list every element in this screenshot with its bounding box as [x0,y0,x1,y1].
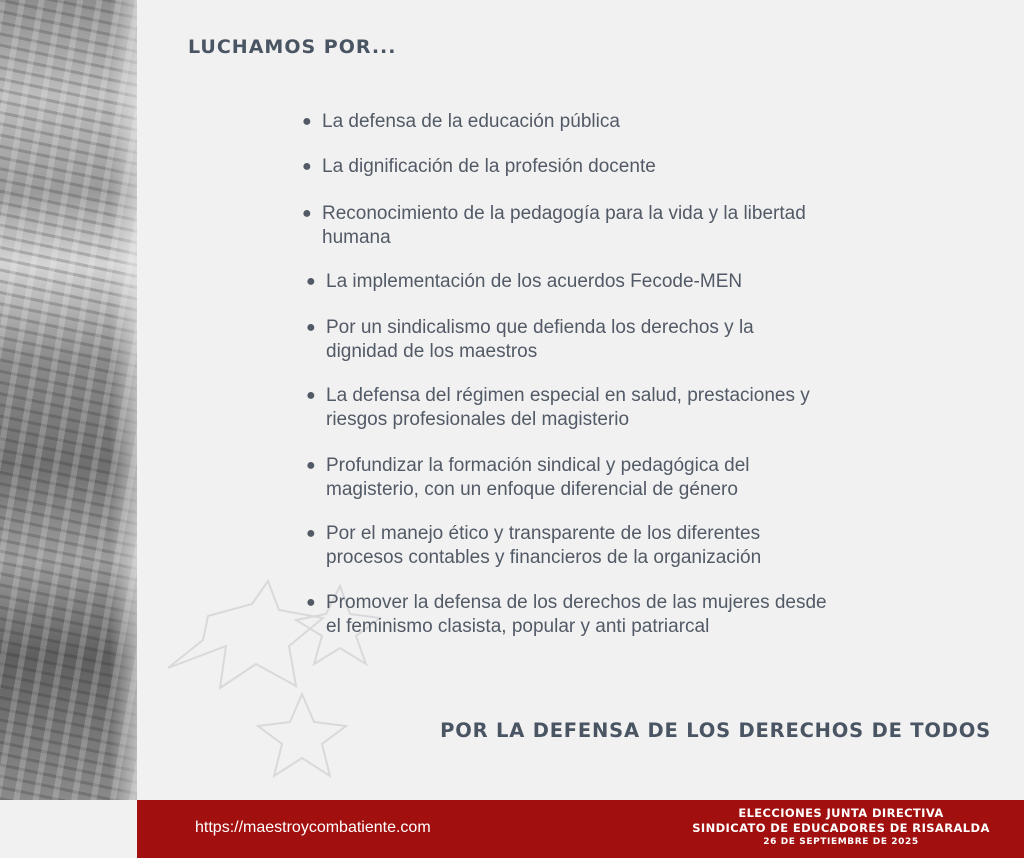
slogan: POR LA DEFENSA DE LOS DERECHOS DE TODOS [440,719,991,742]
list-item-text: La defensa del régimen especial en salud, prestaciones y [326,385,810,406]
star-outline-left [168,581,323,688]
page-title: LUCHAMOS POR... [188,36,397,58]
bullet-icon: ● [306,319,316,336]
list-item [306,522,886,570]
list-item-text: Profundizar la formación sindical y pedagógica del [326,455,750,476]
election-info [691,806,991,849]
list-item-text: La defensa de la educación pública [322,111,620,132]
list-item-text: riesgos profesionales del magisterio [326,409,630,430]
bullet-icon: ● [302,205,312,222]
list-item-text: La dignificación de la profesión docente [322,156,656,177]
list-item-text: Reconocimiento de la pedagogía para la vida y la libertad [322,203,806,224]
list-item-text: magisterio, con un enfoque diferencial de género [326,479,738,500]
bullet-icon: ● [306,594,316,611]
list-item [302,202,882,250]
list-item-text: procesos contables y financieros de la organización [326,547,762,568]
list-item [306,591,886,639]
list-item [302,155,882,179]
protest-photo-strip [0,0,137,800]
list-item [306,384,886,432]
bullet-icon: ● [302,113,312,130]
website-link[interactable]: https://maestroycombatiente.com [195,819,431,836]
footer-bar [137,800,1024,858]
list-item-text: La implementación de los acuerdos Fecode-MEN [326,271,743,292]
bullet-icon: ● [302,158,312,175]
list-item-text: el feminismo clasista, popular y anti patriarcal [326,616,710,637]
bullet-icon: ● [306,457,316,474]
bullet-icon: ● [306,525,316,542]
star-outline-bottom [258,694,346,776]
bullet-icon: ● [306,387,316,404]
bullet-icon: ● [306,273,316,290]
union-name: SINDICATO DE EDUCADORES DE RISARALDA [692,821,990,835]
list-item [306,270,886,294]
list-item-text: Por un sindicalismo que defienda los derechos y la [326,317,754,338]
list-item [306,454,886,502]
list-item-text: Promover la defensa de los derechos de las mujeres desde [326,592,827,613]
list-item-text: humana [322,227,391,248]
list-item [302,110,882,134]
list-item-text: dignidad de los maestros [326,341,538,362]
election-date: 26 DE SEPTIEMBRE DE 2025 [763,837,919,847]
list-item [306,316,886,364]
list-item-text: Por el manejo ético y transparente de los diferentes [326,523,761,544]
election-title: ELECCIONES JUNTA DIRECTIVA [738,806,944,820]
